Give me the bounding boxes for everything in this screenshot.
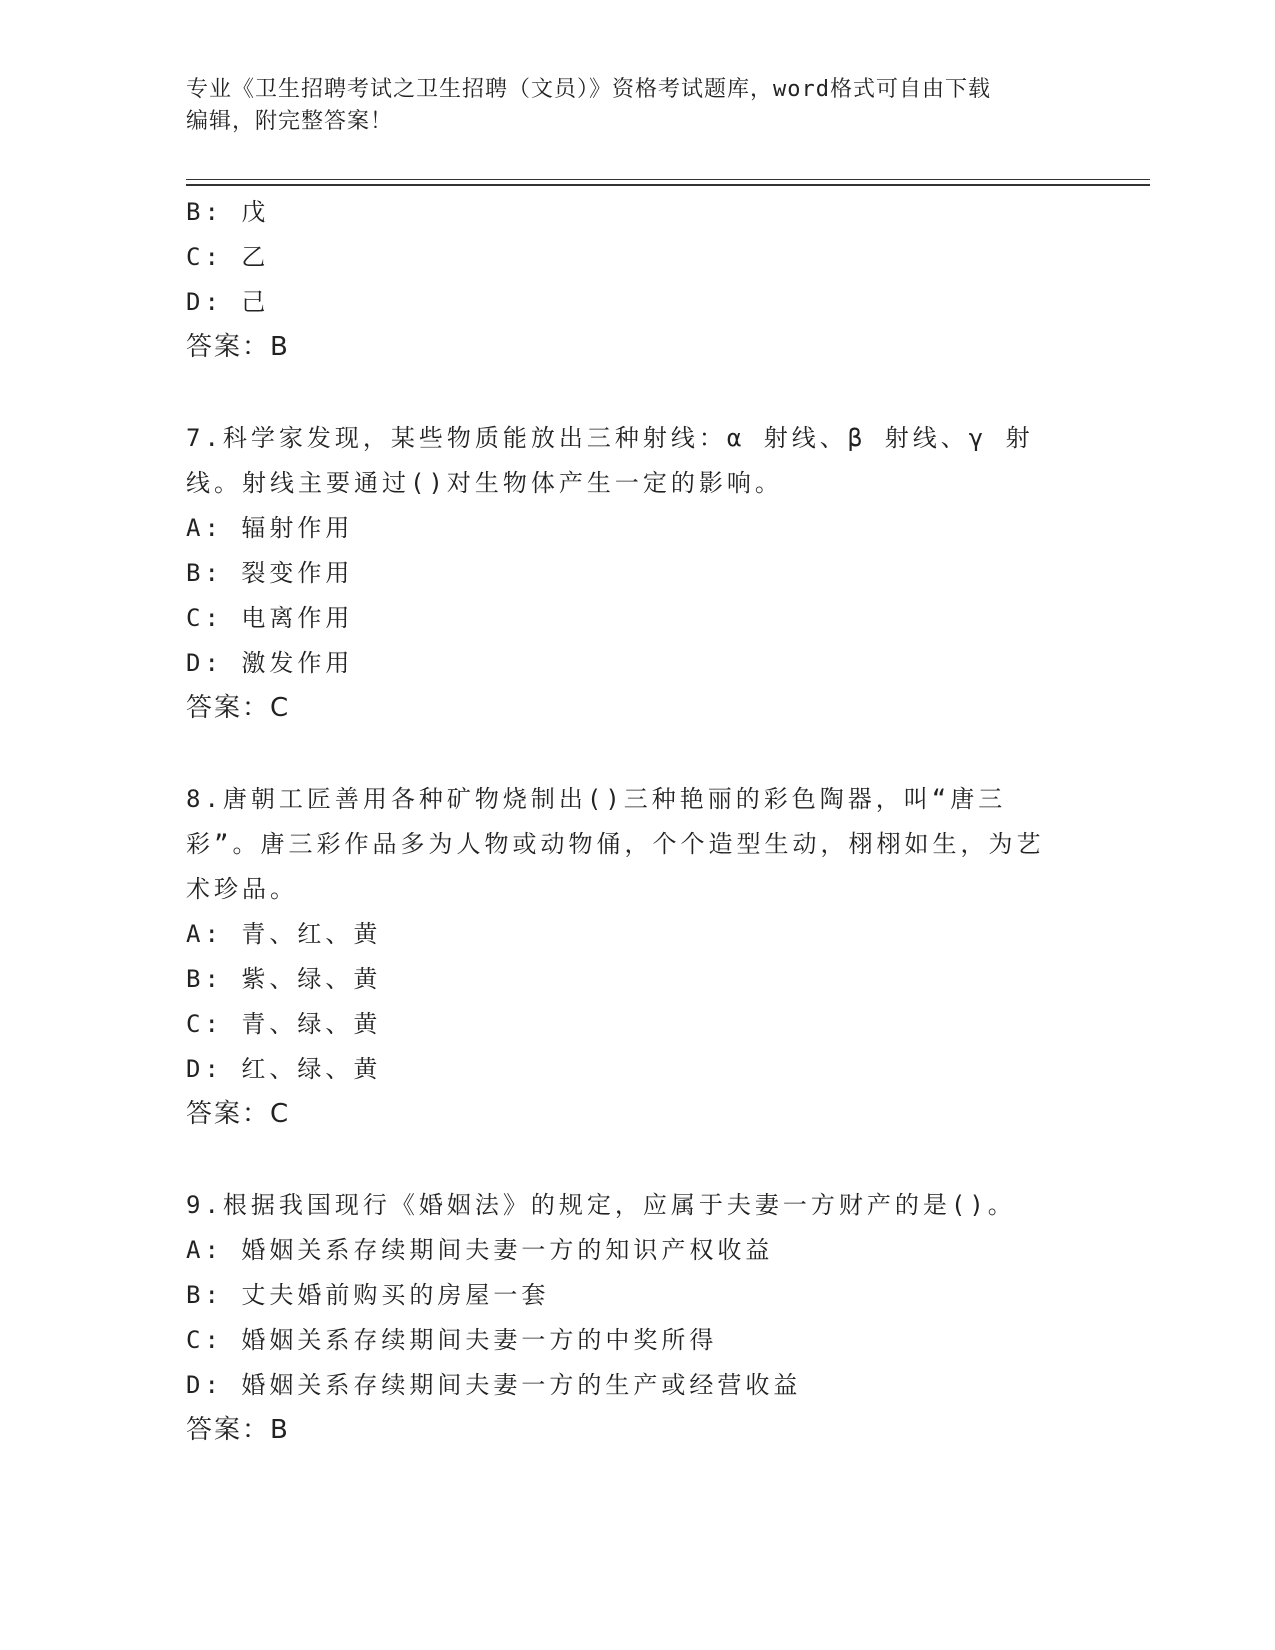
option-d: D: 己 <box>186 288 270 316</box>
question-7 <box>186 416 1066 731</box>
spacer <box>186 731 1066 777</box>
question-text: 7.科学家发现，某些物质能放出三种射线：α 射线、β 射线、γ 射线。射线主要通过()对生物体产生一定的影响。 <box>186 424 1034 497</box>
header-line-1: 专业《卫生招聘考试之卫生招聘（文员）》资格考试题库，word格式可自由下载 <box>186 77 991 102</box>
answer: 答案：C <box>186 693 291 723</box>
option-d: D: 红、绿、黄 <box>186 1055 382 1083</box>
option-c: C: 电离作用 <box>186 604 354 632</box>
option-c: C: 婚姻关系存续期间夫妻一方的中奖所得 <box>186 1326 718 1354</box>
question-text: 8.唐朝工匠善用各种矿物烧制出()三种艳丽的彩色陶器，叫“唐三彩”。唐三彩作品多为人物或动物俑，个个造型生动，栩栩如生，为艺术珍品。 <box>186 785 1045 903</box>
question-9 <box>186 1183 1066 1453</box>
option-a: A: 婚姻关系存续期间夫妻一方的知识产权收益 <box>186 1236 774 1264</box>
page-header <box>186 74 1066 138</box>
question-list <box>186 190 1066 1453</box>
option-b: B: 戊 <box>186 198 270 226</box>
header-divider <box>186 179 1150 186</box>
option-c: C: 青、绿、黄 <box>186 1010 382 1038</box>
option-d: D: 婚姻关系存续期间夫妻一方的生产或经营收益 <box>186 1371 802 1399</box>
question-6 <box>186 190 1066 370</box>
question-8 <box>186 777 1066 1137</box>
question-text: 9.根据我国现行《婚姻法》的规定，应属于夫妻一方财产的是()。 <box>186 1191 1016 1219</box>
option-b: B: 裂变作用 <box>186 559 354 587</box>
option-a: A: 辐射作用 <box>186 514 354 542</box>
spacer <box>186 370 1066 416</box>
answer: 答案：C <box>186 1099 291 1129</box>
option-c: C: 乙 <box>186 243 270 271</box>
option-b: B: 丈夫婚前购买的房屋一套 <box>186 1281 550 1309</box>
answer: 答案：B <box>186 332 290 362</box>
option-d: D: 激发作用 <box>186 649 354 677</box>
option-a: A: 青、红、黄 <box>186 920 382 948</box>
header-line-2: 编辑，附完整答案！ <box>186 109 394 134</box>
spacer <box>186 1137 1066 1183</box>
option-b: B: 紫、绿、黄 <box>186 965 382 993</box>
answer: 答案：B <box>186 1415 290 1445</box>
